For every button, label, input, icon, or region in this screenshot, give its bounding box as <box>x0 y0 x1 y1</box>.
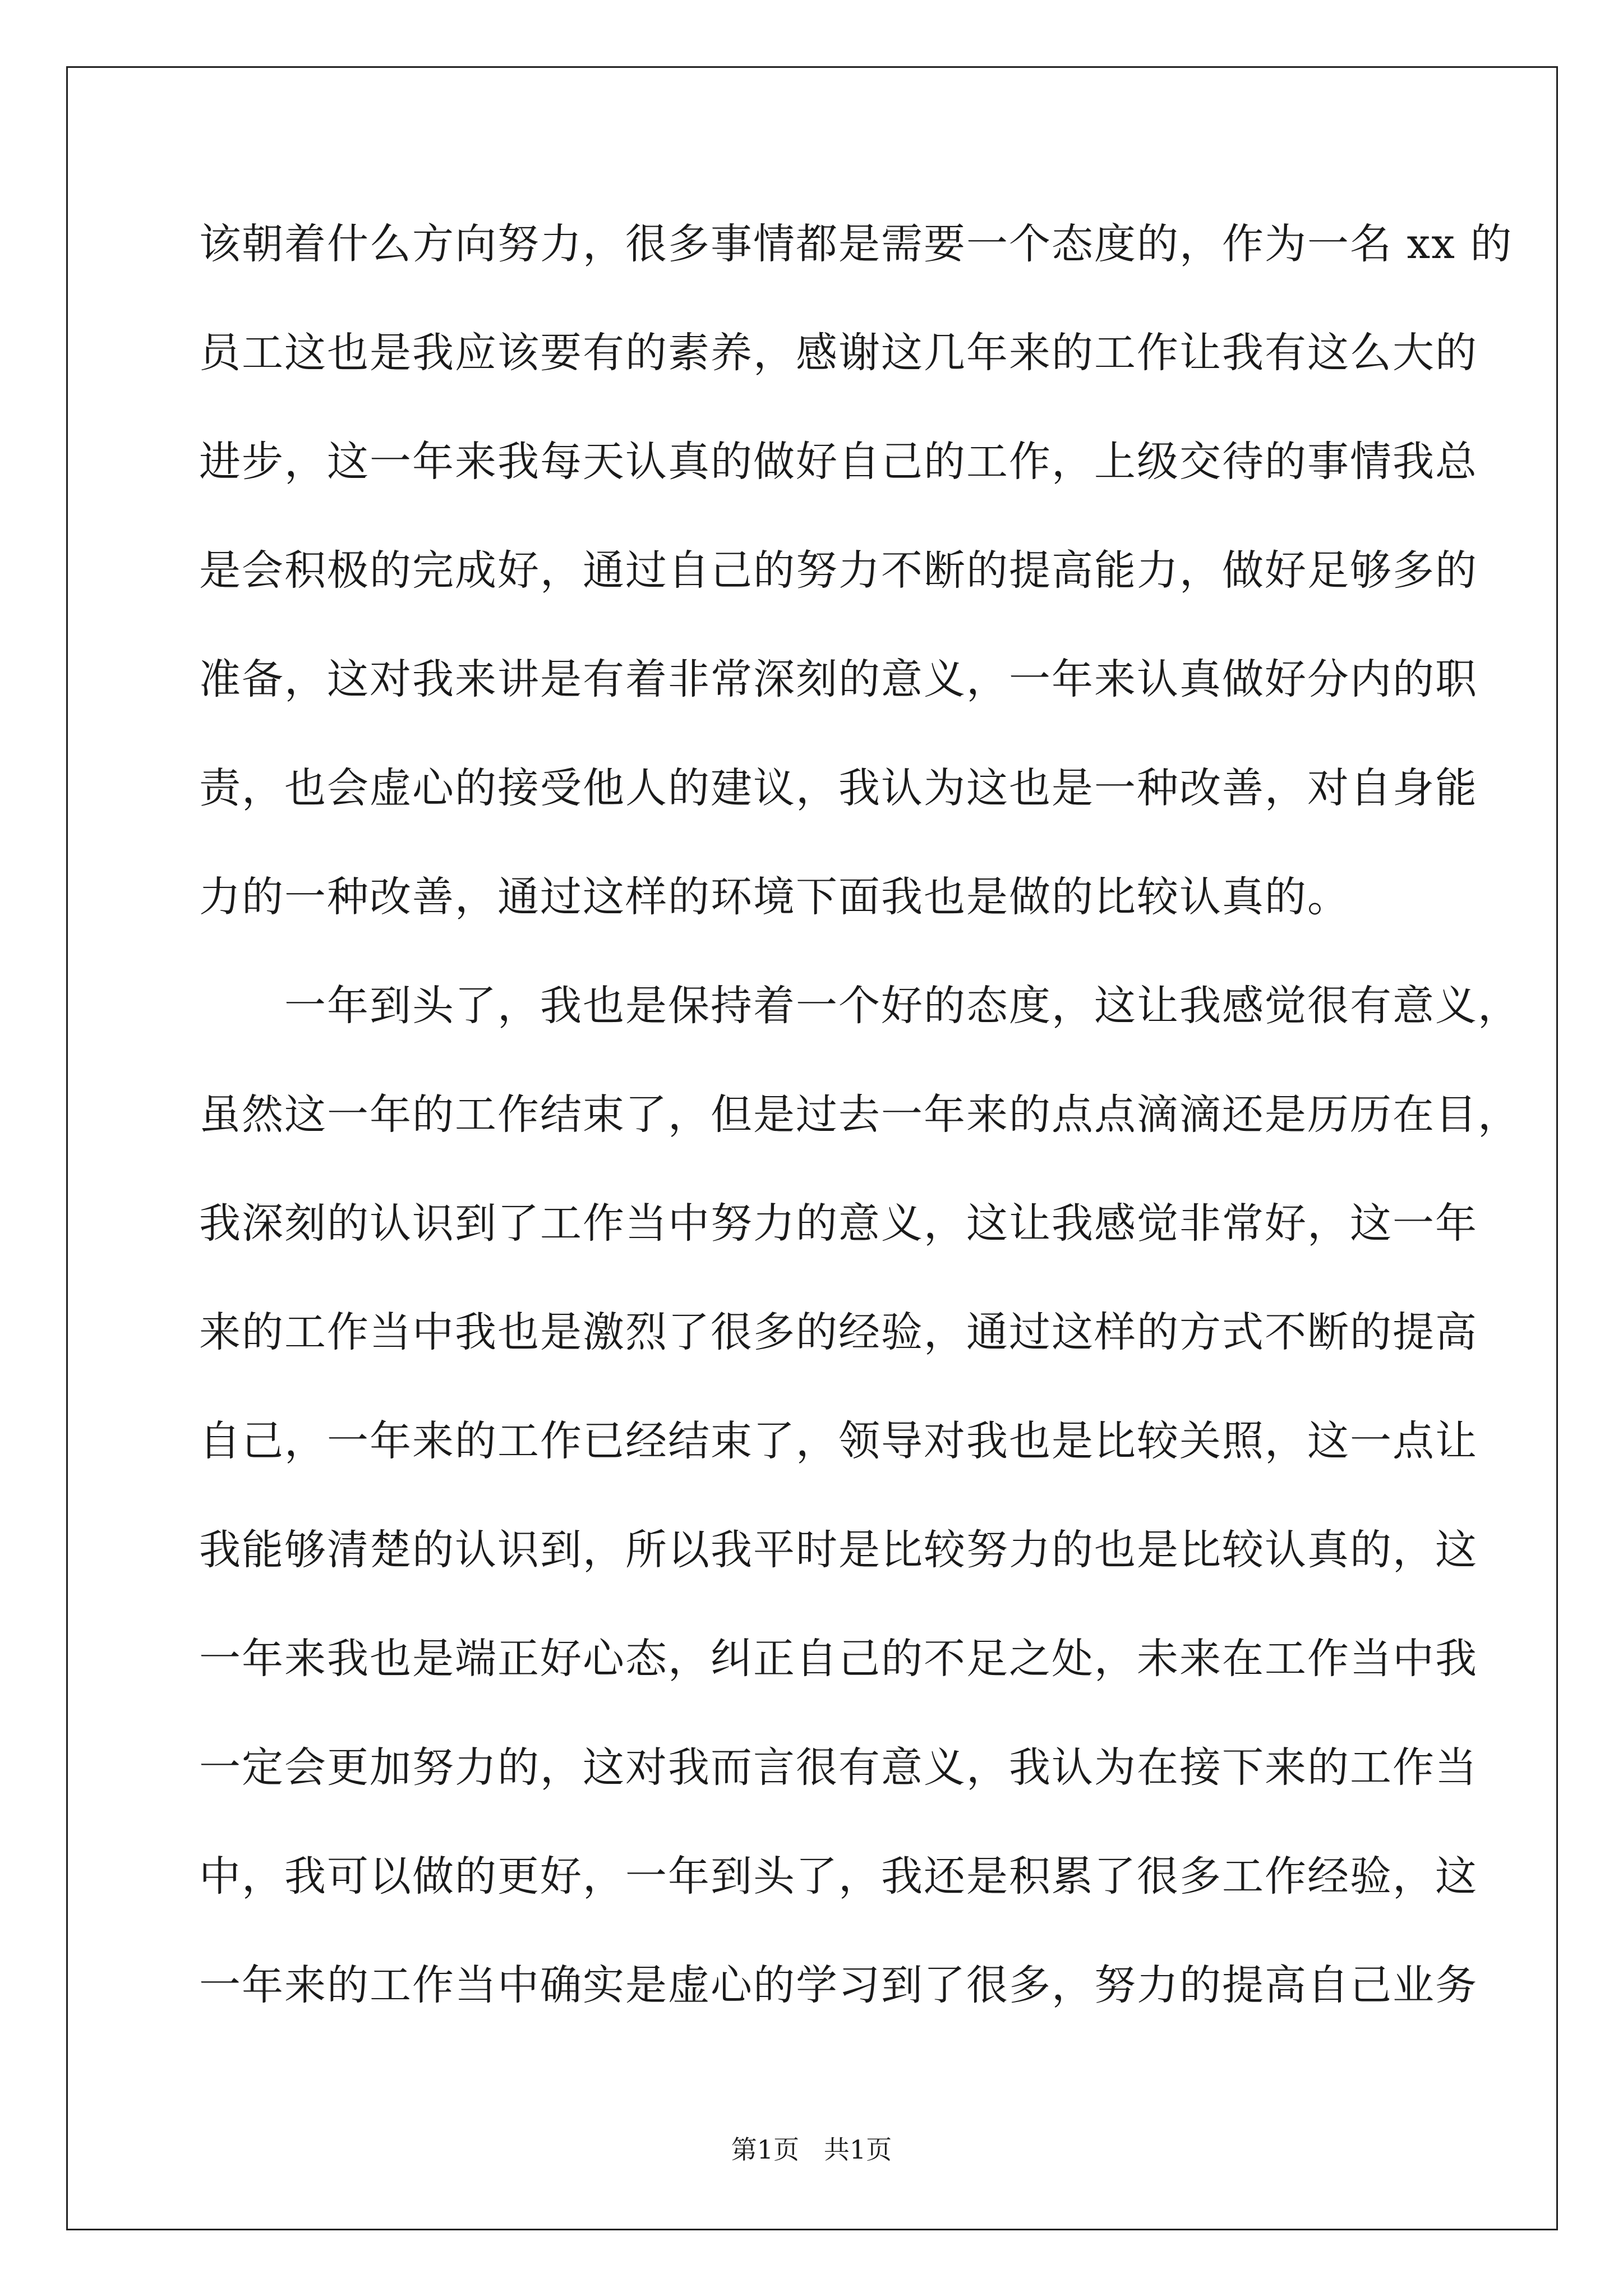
text-line: 责，也会虚心的接受他人的建议，我认为这也是一种改善，对自身能 <box>199 764 1478 812</box>
text-line: 中，我可以做的更好，一年到头了，我还是积累了很多工作经验，这 <box>199 1852 1478 1901</box>
text-line: 一年到头了，我也是保持着一个好的态度，这让我感觉很有意义， <box>284 982 1520 1030</box>
text-line: 虽然这一年的工作结束了，但是过去一年来的点点滴滴还是历历在目， <box>199 1091 1520 1139</box>
text-line: 该朝着什么方向努力，很多事情都是需要一个态度的，作为一名 xx 的 <box>199 220 1513 268</box>
text-line: 是会积极的完成好，通过自己的努力不断的提高能力，做好足够多的 <box>199 546 1478 595</box>
text-line: 准备，这对我来讲是有着非常深刻的意义，一年来认真做好分内的职 <box>199 655 1478 703</box>
text-line: 一年来的工作当中确实是虚心的学习到了很多，努力的提高自己业务 <box>199 1961 1478 2009</box>
text-line: 员工这也是我应该要有的素养，感谢这几年来的工作让我有这么大的 <box>199 329 1478 377</box>
text-line: 一年来我也是端正好心态，纠正自己的不足之处，未来在工作当中我 <box>199 1635 1478 1683</box>
page-footer: 第1页 共1页 <box>731 2134 892 2165</box>
text-line: 来的工作当中我也是激烈了很多的经验，通过这样的方式不断的提高 <box>199 1308 1478 1356</box>
text-line: 一定会更加努力的，这对我而言很有意义，我认为在接下来的工作当 <box>199 1743 1478 1792</box>
text-line: 我深刻的认识到了工作当中努力的意义，这让我感觉非常好，这一年 <box>199 1199 1478 1248</box>
text-line: 力的一种改善，通过这样的环境下面我也是做的比较认真的。 <box>199 873 1350 921</box>
text-line: 进步，这一年来我每天认真的做好自己的工作，上级交待的事情我总 <box>199 438 1478 486</box>
text-line: 自己，一年来的工作已经结束了，领导对我也是比较关照，这一点让 <box>199 1417 1478 1465</box>
text-line: 我能够清楚的认识到，所以我平时是比较努力的也是比较认真的，这 <box>199 1526 1478 1574</box>
document-body <box>199 213 1520 2063</box>
